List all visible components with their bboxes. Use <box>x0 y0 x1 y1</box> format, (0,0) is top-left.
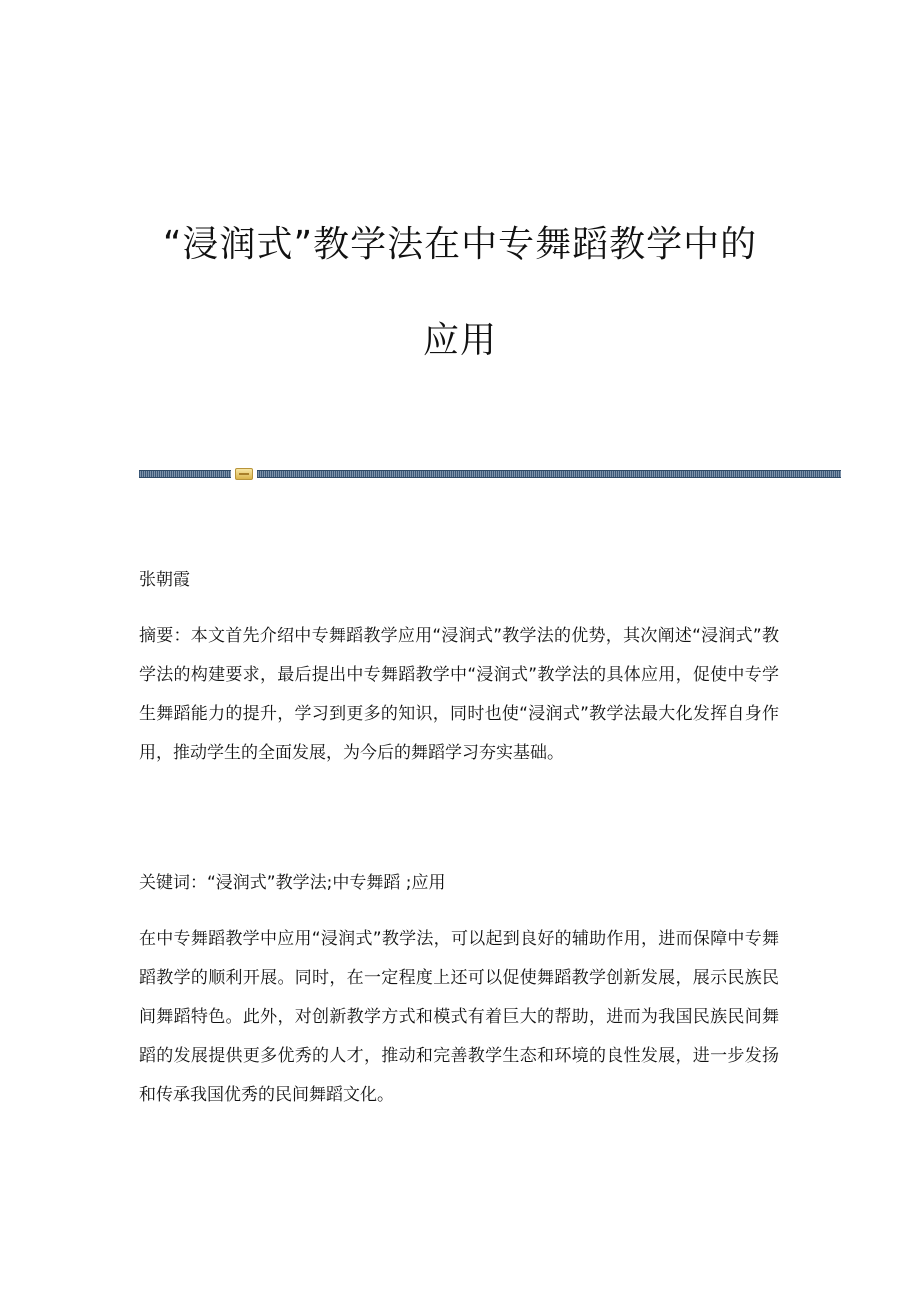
document-title-line-1: “浸润式”教学法在中专舞蹈教学中的 <box>162 224 758 265</box>
divider-emblem-icon <box>235 468 253 480</box>
author-name: 张朝霞 <box>139 570 190 590</box>
abstract-paragraph: 摘要：本文首先介绍中专舞蹈教学应用“浸润式”教学法的优势，其次阐述“浸润式”教学法的构建要求，最后提出中专舞蹈教学中“浸润式”教学法的具体应用，促使中专学生舞蹈能力的提升，学习到更多的知识，同时也使“浸润式”教学法最大化发挥自身作用，推动学生的全面发展，为今后的舞蹈学习夯实基础。 <box>139 626 779 763</box>
keywords-line: 关键词：“浸润式”教学法;中专舞蹈 ;应用 <box>139 873 446 893</box>
body-paragraph: 在中专舞蹈教学中应用“浸润式”教学法，可以起到良好的辅助作用，进而保障中专舞蹈教学的顺利开展。同时，在一定程度上还可以促使舞蹈教学创新发展，展示民族民间舞蹈特色。此外，对创新教学方式和模式有着巨大的帮助，进而为我国民族民间舞蹈的发展提供更多优秀的人才，推动和完善教学生态和环境的良性发展，进一步发扬和传承我国优秀的民间舞蹈文化。 <box>139 929 779 1105</box>
document-title-line-2: 应用 <box>422 320 497 361</box>
title-divider-left <box>139 470 231 478</box>
title-divider-right <box>257 470 841 478</box>
